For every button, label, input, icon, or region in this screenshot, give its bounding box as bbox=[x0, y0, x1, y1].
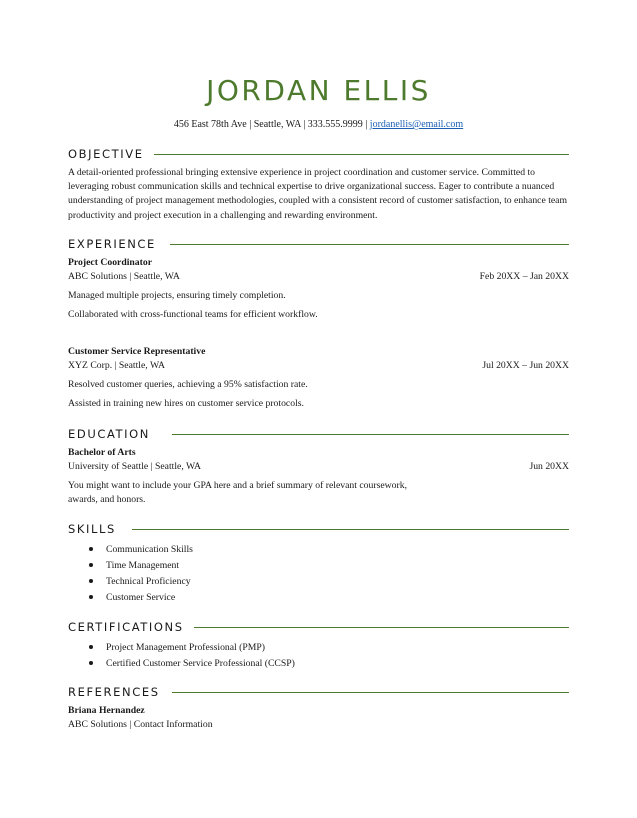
job-meta bbox=[68, 270, 569, 284]
bullet-icon bbox=[89, 645, 93, 649]
job-company: XYZ Corp. | Seattle, WA bbox=[68, 360, 166, 371]
certification-label: Project Management Professional (PMP) bbox=[106, 642, 266, 653]
bullet-icon bbox=[89, 595, 93, 599]
bullet-icon bbox=[89, 579, 93, 583]
job-entry bbox=[68, 345, 569, 411]
bullet-icon bbox=[89, 563, 93, 567]
job-title: Customer Service Representative bbox=[68, 346, 206, 357]
section-divider bbox=[154, 154, 569, 155]
section-title: REFERENCES bbox=[68, 685, 170, 699]
skills-list bbox=[68, 542, 569, 606]
job-point: Assisted in training new hires on customer service protocols. bbox=[68, 398, 304, 409]
list-item bbox=[68, 656, 569, 672]
experience-section bbox=[68, 237, 569, 411]
section-header bbox=[68, 427, 569, 441]
job-meta bbox=[68, 359, 569, 373]
education-section bbox=[68, 427, 569, 507]
section-divider bbox=[192, 627, 569, 628]
skill-label: Technical Proficiency bbox=[106, 576, 191, 587]
section-divider bbox=[170, 244, 569, 245]
contact-email-link[interactable]: jordanellis@email.com bbox=[369, 119, 464, 130]
skill-label: Time Management bbox=[106, 560, 180, 571]
section-header bbox=[68, 620, 569, 634]
list-item bbox=[68, 590, 569, 606]
contact-separator: | bbox=[303, 119, 306, 130]
section-title: EXPERIENCE bbox=[68, 237, 166, 251]
job-dates: Jul 20XX – Jun 20XX bbox=[482, 360, 569, 371]
reference-detail: ABC Solutions | Contact Information bbox=[68, 719, 213, 730]
list-item bbox=[68, 558, 569, 574]
contact-address: 456 East 78th Ave bbox=[173, 119, 247, 130]
skill-label: Customer Service bbox=[106, 592, 176, 603]
contact-separator: | bbox=[249, 119, 252, 130]
list-item bbox=[68, 574, 569, 590]
section-divider bbox=[132, 529, 569, 530]
job-point: Collaborated with cross-functional teams for efficient workflow. bbox=[68, 309, 318, 320]
section-title: CERTIFICATIONS bbox=[68, 620, 194, 634]
bullet-icon bbox=[89, 547, 93, 551]
references-section bbox=[68, 685, 569, 732]
contact-line bbox=[0, 118, 637, 132]
certifications-list bbox=[68, 640, 569, 672]
section-title: SKILLS bbox=[68, 522, 126, 536]
job-dates: Feb 20XX – Jan 20XX bbox=[479, 271, 569, 282]
job-entry bbox=[68, 256, 569, 322]
section-header bbox=[68, 522, 569, 536]
school-meta bbox=[68, 460, 569, 474]
list-item bbox=[68, 640, 569, 656]
skill-label: Communication Skills bbox=[106, 544, 193, 555]
job-company: ABC Solutions | Seattle, WA bbox=[68, 271, 180, 282]
reference-name: Briana Hernandez bbox=[68, 705, 145, 716]
objective-text: A detail-oriented professional bringing extensive experience in project coordination and customer service. Committed to leveraging robust communication skills and technical expertise to drive organizational success. Eager to contribute a nuanced understanding of project management methodologies, coupled with a consistent record of customer satisfaction, to enhance team productivity and project execution in a challenging and rewarding environment. bbox=[68, 167, 568, 221]
section-title: EDUCATION bbox=[68, 427, 160, 441]
objective-section bbox=[68, 147, 569, 223]
job-title: Project Coordinator bbox=[68, 257, 153, 268]
applicant-name: JORDAN ELLIS bbox=[206, 74, 431, 107]
section-divider bbox=[172, 692, 569, 693]
school-name: University of Seattle | Seattle, WA bbox=[68, 461, 202, 472]
contact-separator: | bbox=[365, 119, 368, 130]
bullet-icon bbox=[89, 661, 93, 665]
section-divider bbox=[172, 434, 569, 435]
contact-city: Seattle, WA bbox=[253, 119, 301, 130]
certification-label: Certified Customer Service Professional (CCSP) bbox=[106, 658, 295, 669]
certifications-section bbox=[68, 620, 569, 672]
section-title: OBJECTIVE bbox=[68, 147, 154, 161]
job-point: Managed multiple projects, ensuring timely completion. bbox=[68, 290, 286, 301]
graduation-date: Jun 20XX bbox=[529, 461, 569, 472]
section-header bbox=[68, 147, 569, 161]
education-note: You might want to include your GPA here and a brief summary of relevant coursework, awards, and honors. bbox=[68, 480, 407, 506]
list-item bbox=[68, 542, 569, 558]
section-header bbox=[68, 237, 569, 251]
contact-phone: 333.555.9999 bbox=[307, 119, 363, 130]
skills-section bbox=[68, 522, 569, 606]
degree-title: Bachelor of Arts bbox=[68, 447, 136, 458]
section-header bbox=[68, 685, 569, 699]
job-point: Resolved customer queries, achieving a 95% satisfaction rate. bbox=[68, 379, 308, 390]
